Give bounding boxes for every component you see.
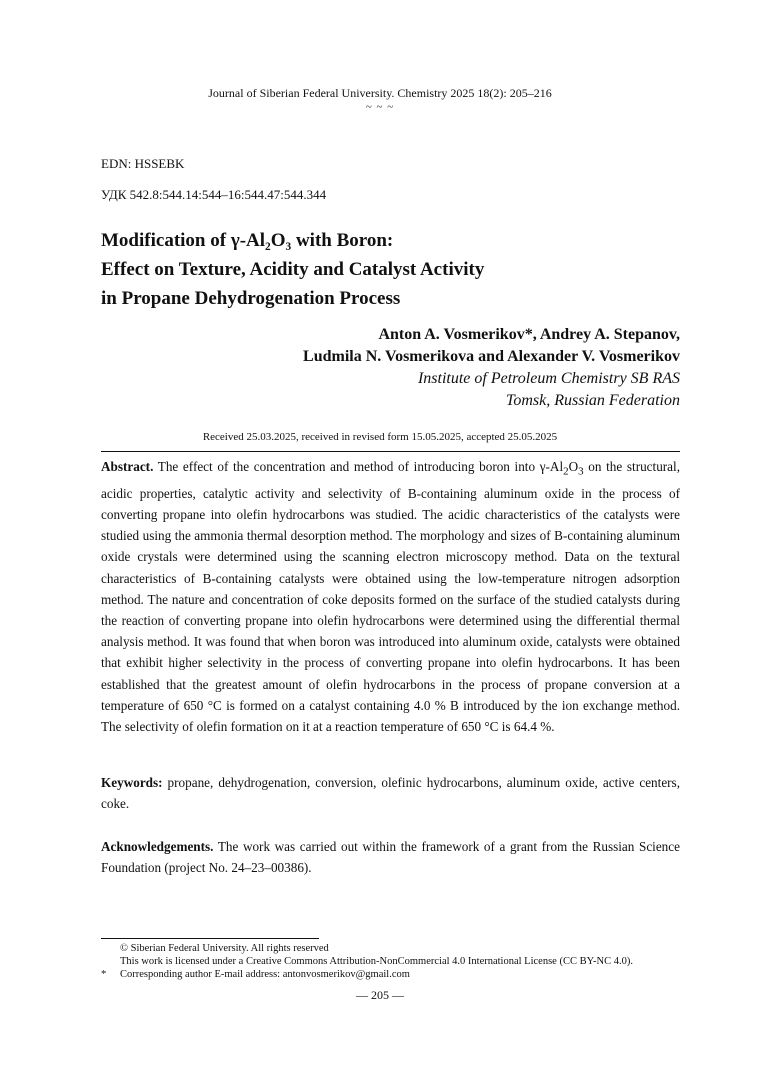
affiliation-line-2: Tomsk, Russian Federation	[505, 392, 680, 409]
abstract-label: Abstract.	[101, 459, 154, 474]
abstract-sub-2: 3	[578, 465, 584, 478]
acknowledgements-text: The work was carried out within the framework of a grant from the Russian Science Foundation (project No. 24–23–00386).	[101, 839, 680, 876]
footnote-divider	[101, 938, 319, 939]
keywords	[101, 772, 680, 814]
udk-code: УДК 542.8:544.14:544–16:544.47:544.344	[101, 187, 327, 202]
page-number: ― 205 ―	[356, 988, 404, 1002]
divider	[101, 451, 680, 452]
article-title	[101, 226, 661, 313]
footnote-license: This work is licensed under a Creative Commons Attribution-NonCommercial 4.0 International License (CC BY-NC 4.0).	[120, 956, 633, 967]
abstract-text-3: on the structural, acidic properties, catalytic activity and selectivity of B-containing aluminum oxide in the process of converting propane into olefin hydrocarbons was studied. The acidic characteristics of the catalysts were studied using the ammonia thermal desorption method. The morphology and sizes of B-containing aluminum oxide crystals were determined using the scanning electron microscopy method. Data on the textural characteristics of B-containing catalysts were obtained using the low-temperature nitrogen adsorption method. The nature and concentration of coke deposits formed on the surface of the studied catalysts during the reaction of converting propane into olefin hydrocarbons were determined using the differential thermal analysis method. It was found that when boron was introduced into aluminum oxide, catalysts were obtained that exhibit higher selectivity in the process of converting propane into olefin hydrocarbons. It has been established that the greatest amount of olefin hydrocarbons in the process of propane conversion at a temperature of 650 °C is formed on a catalyst containing 4.0 % B introduced by the ion exchange method. The selectivity of olefin formation on it at a reaction temperature of 650 °C is 64.4 %.	[101, 459, 680, 735]
abstract	[101, 456, 680, 737]
received-dates: Received 25.03.2025, received in revised form 15.05.2025, accepted 25.05.2025	[202, 431, 558, 443]
title-line-1: Modification of γ-Al₂O₃ with Boron:	[101, 230, 394, 251]
title-line-2: Effect on Texture, Acidity and Catalyst Activity	[101, 259, 485, 280]
keywords-label: Keywords:	[101, 775, 163, 790]
abstract-sub-1: 2	[563, 465, 569, 478]
acknowledgements	[101, 836, 680, 878]
abstract-text-2: O	[568, 459, 579, 474]
edn-code: EDN: HSSEBK	[101, 156, 185, 171]
abstract-text-1: The effect of the concentration and method of introducing boron into γ-Al	[153, 459, 564, 474]
footnote-copyright: © Siberian Federal University. All rights reserved	[120, 943, 329, 954]
acknowledgements-label: Acknowledgements.	[101, 839, 214, 854]
footnote-star: *	[101, 969, 107, 980]
authors-line-1: Anton A. Vosmerikov*, Andrey A. Stepanov,	[378, 326, 680, 343]
title-line-3: in Propane Dehydrogenation Process	[101, 288, 401, 309]
authors-line-2: Ludmila N. Vosmerikova and Alexander V. Vosmerikov	[303, 348, 680, 365]
journal-header: Journal of Siberian Federal University. Chemistry 2025 18(2): 205–216	[208, 86, 552, 100]
corresponding-email: Corresponding author E-mail address: antonvosmerikov@gmail.com	[120, 969, 410, 980]
header-ornament: ~ ~ ~	[365, 101, 395, 113]
keywords-text: propane, dehydrogenation, conversion, olefinic hydrocarbons, aluminum oxide, active centers, coke.	[101, 775, 680, 812]
footnote-corresponding	[101, 968, 691, 981]
author-block	[303, 324, 680, 412]
affiliation-line-1: Institute of Petroleum Chemistry SB RAS	[417, 370, 680, 387]
